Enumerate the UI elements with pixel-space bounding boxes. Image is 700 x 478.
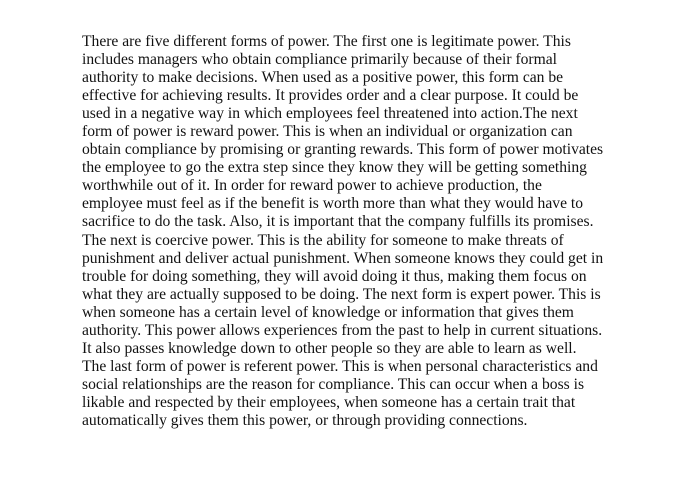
text-line: includes managers who obtain compliance primarily because of their formal xyxy=(82,51,558,69)
text-line: the employee to go the extra step since they know they will be getting something xyxy=(82,159,587,177)
text-line: effective for achieving results. It provides order and a clear purpose. It could be xyxy=(82,87,579,105)
text-line: worthwhile out of it. In order for reward power to achieve production, the xyxy=(82,177,542,195)
text-line: used in a negative way in which employees feel threatened into action.The next xyxy=(82,105,578,123)
text-line: authority to make decisions. When used as a positive power, this form can be xyxy=(82,69,564,87)
text-line: The next is coercive power. This is the ability for someone to make threats of xyxy=(82,231,564,249)
text-line: punishment and deliver actual punishment. When someone knows they could get in xyxy=(82,249,604,267)
text-line: obtain compliance by promising or granting rewards. This form of power motivates xyxy=(82,141,604,159)
text-line: authority. This power allows experiences from the past to help in current situations. xyxy=(82,321,603,339)
text-line: form of power is reward power. This is when an individual or organization can xyxy=(82,123,573,141)
text-line: It also passes knowledge down to other people so they are able to learn as well. xyxy=(82,339,577,357)
text-line: what they are actually supposed to be doing. The next form is expert power. This is xyxy=(82,285,601,303)
text-line: automatically gives them this power, or through providing connections. xyxy=(82,411,528,429)
text-line: when someone has a certain level of knowledge or information that gives them xyxy=(82,303,574,321)
text-line: sacrifice to do the task. Also, it is important that the company fulfills its promises. xyxy=(82,213,594,231)
text-line: There are five different forms of power. The first one is legitimate power. This xyxy=(82,33,571,50)
text-line: likable and respected by their employees, when someone has a certain trait that xyxy=(82,393,576,411)
text-line: The last form of power is referent power. This is when personal characteristics and xyxy=(82,357,598,375)
text-line: trouble for doing something, they will avoid doing it thus, making them focus on xyxy=(82,267,587,285)
text-line: employee must feel as if the benefit is worth more than what they would have to xyxy=(82,195,584,213)
body-paragraph xyxy=(82,33,642,430)
text-line: social relationships are the reason for compliance. This can occur when a boss is xyxy=(82,375,585,393)
